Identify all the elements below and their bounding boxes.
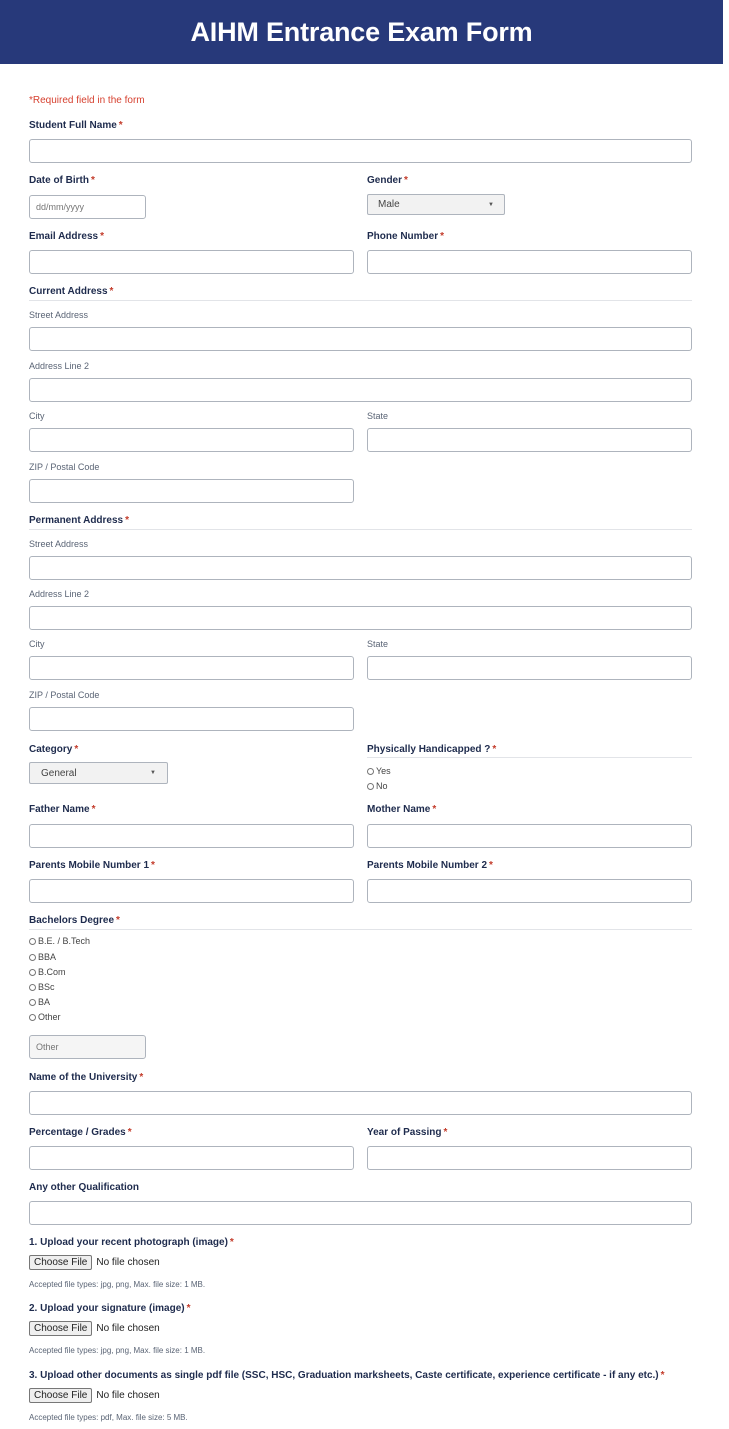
current-zip-input[interactable] — [29, 479, 354, 503]
upload-photo-control — [29, 1255, 160, 1270]
degree-other-input[interactable] — [29, 1035, 146, 1059]
radio-circle-icon — [29, 1014, 36, 1021]
radio-circle-icon — [29, 938, 36, 945]
current-street-label: Street Address — [29, 310, 89, 320]
upload-photo-hint: Accepted file types: jpg, png, Max. file size: 1 MB. — [29, 1280, 206, 1289]
degree-option-radio[interactable]: Other — [29, 1012, 61, 1022]
file-status: No file chosen — [96, 1390, 160, 1401]
upload-documents-hint: Accepted file types: pdf, Max. file size: 5 MB. — [29, 1413, 188, 1422]
dob-input[interactable] — [29, 195, 146, 219]
permanent-zip-label: ZIP / Postal Code — [29, 690, 100, 700]
dob-label: Date of Birth * — [29, 175, 95, 186]
parents-mobile-1-input[interactable] — [29, 879, 354, 903]
category-select[interactable] — [29, 762, 168, 784]
current-line2-input[interactable] — [29, 378, 692, 402]
percentage-input[interactable] — [29, 1146, 354, 1170]
permanent-address-label: Permanent Address * — [29, 515, 130, 526]
form-header — [0, 0, 723, 64]
percentage-label: Percentage / Grades * — [29, 1127, 132, 1138]
handicapped-no-radio[interactable]: No — [367, 781, 388, 791]
chevron-down-icon: ▼ — [488, 201, 494, 208]
parents-mobile-2-label: Parents Mobile Number 2 * — [367, 860, 493, 871]
current-line2-label: Address Line 2 — [29, 361, 90, 371]
phone-label: Phone Number * — [367, 231, 445, 242]
bachelors-degree-label: Bachelors Degree * — [29, 915, 120, 926]
upload-documents-label: 3. Upload other documents as single pdf file (SSC, HSC, Graduation marksheets, Caste certificate, experience certificate - if any etc.) * — [29, 1370, 665, 1381]
current-state-input[interactable] — [367, 428, 692, 452]
permanent-state-input[interactable] — [367, 656, 692, 680]
permanent-city-input[interactable] — [29, 656, 354, 680]
radio-circle-icon — [29, 954, 36, 961]
chevron-down-icon: ▼ — [150, 770, 156, 776]
radio-circle-icon — [29, 999, 36, 1006]
father-name-label: Father Name * — [29, 804, 96, 815]
student-name-input[interactable] — [29, 139, 692, 163]
father-name-input[interactable] — [29, 824, 354, 848]
permanent-line2-label: Address Line 2 — [29, 589, 90, 599]
mother-name-label: Mother Name * — [367, 804, 437, 815]
email-input[interactable] — [29, 250, 354, 274]
category-selected-value: General — [41, 767, 77, 779]
student-name-label: Student Full Name * — [29, 120, 123, 131]
other-qualification-input[interactable] — [29, 1201, 692, 1225]
current-address-label: Current Address * — [29, 286, 114, 297]
current-city-input[interactable] — [29, 428, 354, 452]
upload-documents-control — [29, 1388, 160, 1403]
degree-option-radio[interactable]: B.Com — [29, 967, 66, 977]
upload-photo-label: 1. Upload your recent photograph (image) * — [29, 1237, 234, 1248]
divider — [29, 529, 692, 530]
divider — [29, 300, 692, 301]
other-qualification-label: Any other Qualification — [29, 1182, 140, 1193]
upload-signature-hint: Accepted file types: jpg, png, Max. file size: 1 MB. — [29, 1346, 206, 1355]
permanent-zip-input[interactable] — [29, 707, 354, 731]
permanent-city-label: City — [29, 639, 45, 649]
permanent-line2-input[interactable] — [29, 606, 692, 630]
gender-label: Gender * — [367, 175, 408, 186]
permanent-street-label: Street Address — [29, 539, 89, 549]
gender-selected-value: Male — [378, 199, 400, 210]
form-title: AIHM Entrance Exam Form — [190, 16, 533, 47]
degree-option-radio[interactable]: BSc — [29, 982, 55, 992]
file-status: No file chosen — [96, 1257, 160, 1268]
year-of-passing-label: Year of Passing * — [367, 1127, 448, 1138]
category-label: Category * — [29, 744, 79, 755]
radio-circle-icon — [29, 969, 36, 976]
parents-mobile-2-input[interactable] — [367, 879, 692, 903]
current-city-label: City — [29, 411, 45, 421]
divider — [367, 757, 692, 758]
upload-signature-control — [29, 1321, 160, 1336]
upload-signature-label: 2. Upload your signature (image) * — [29, 1303, 191, 1314]
current-street-input[interactable] — [29, 327, 692, 351]
email-label: Email Address * — [29, 231, 105, 242]
required-note: *Required field in the form — [29, 95, 145, 106]
university-label: Name of the University * — [29, 1072, 144, 1083]
phone-input[interactable] — [367, 250, 692, 274]
choose-file-button[interactable]: Choose File — [29, 1321, 92, 1336]
radio-circle-icon — [29, 984, 36, 991]
university-input[interactable] — [29, 1091, 692, 1115]
handicapped-label: Physically Handicapped ? * — [367, 744, 497, 755]
gender-select[interactable] — [367, 194, 505, 215]
current-zip-label: ZIP / Postal Code — [29, 462, 100, 472]
mother-name-input[interactable] — [367, 824, 692, 848]
year-of-passing-input[interactable] — [367, 1146, 692, 1170]
degree-option-radio[interactable]: BBA — [29, 952, 56, 962]
radio-circle-icon — [367, 783, 374, 790]
degree-option-radio[interactable]: B.E. / B.Tech — [29, 936, 90, 946]
choose-file-button[interactable]: Choose File — [29, 1255, 92, 1270]
current-state-label: State — [367, 411, 389, 421]
radio-circle-icon — [367, 768, 374, 775]
choose-file-button[interactable]: Choose File — [29, 1388, 92, 1403]
permanent-street-input[interactable] — [29, 556, 692, 580]
file-status: No file chosen — [96, 1323, 160, 1334]
permanent-state-label: State — [367, 639, 389, 649]
parents-mobile-1-label: Parents Mobile Number 1 * — [29, 860, 155, 871]
divider — [29, 929, 692, 930]
handicapped-yes-radio[interactable]: Yes — [367, 766, 391, 776]
degree-option-radio[interactable]: BA — [29, 997, 50, 1007]
